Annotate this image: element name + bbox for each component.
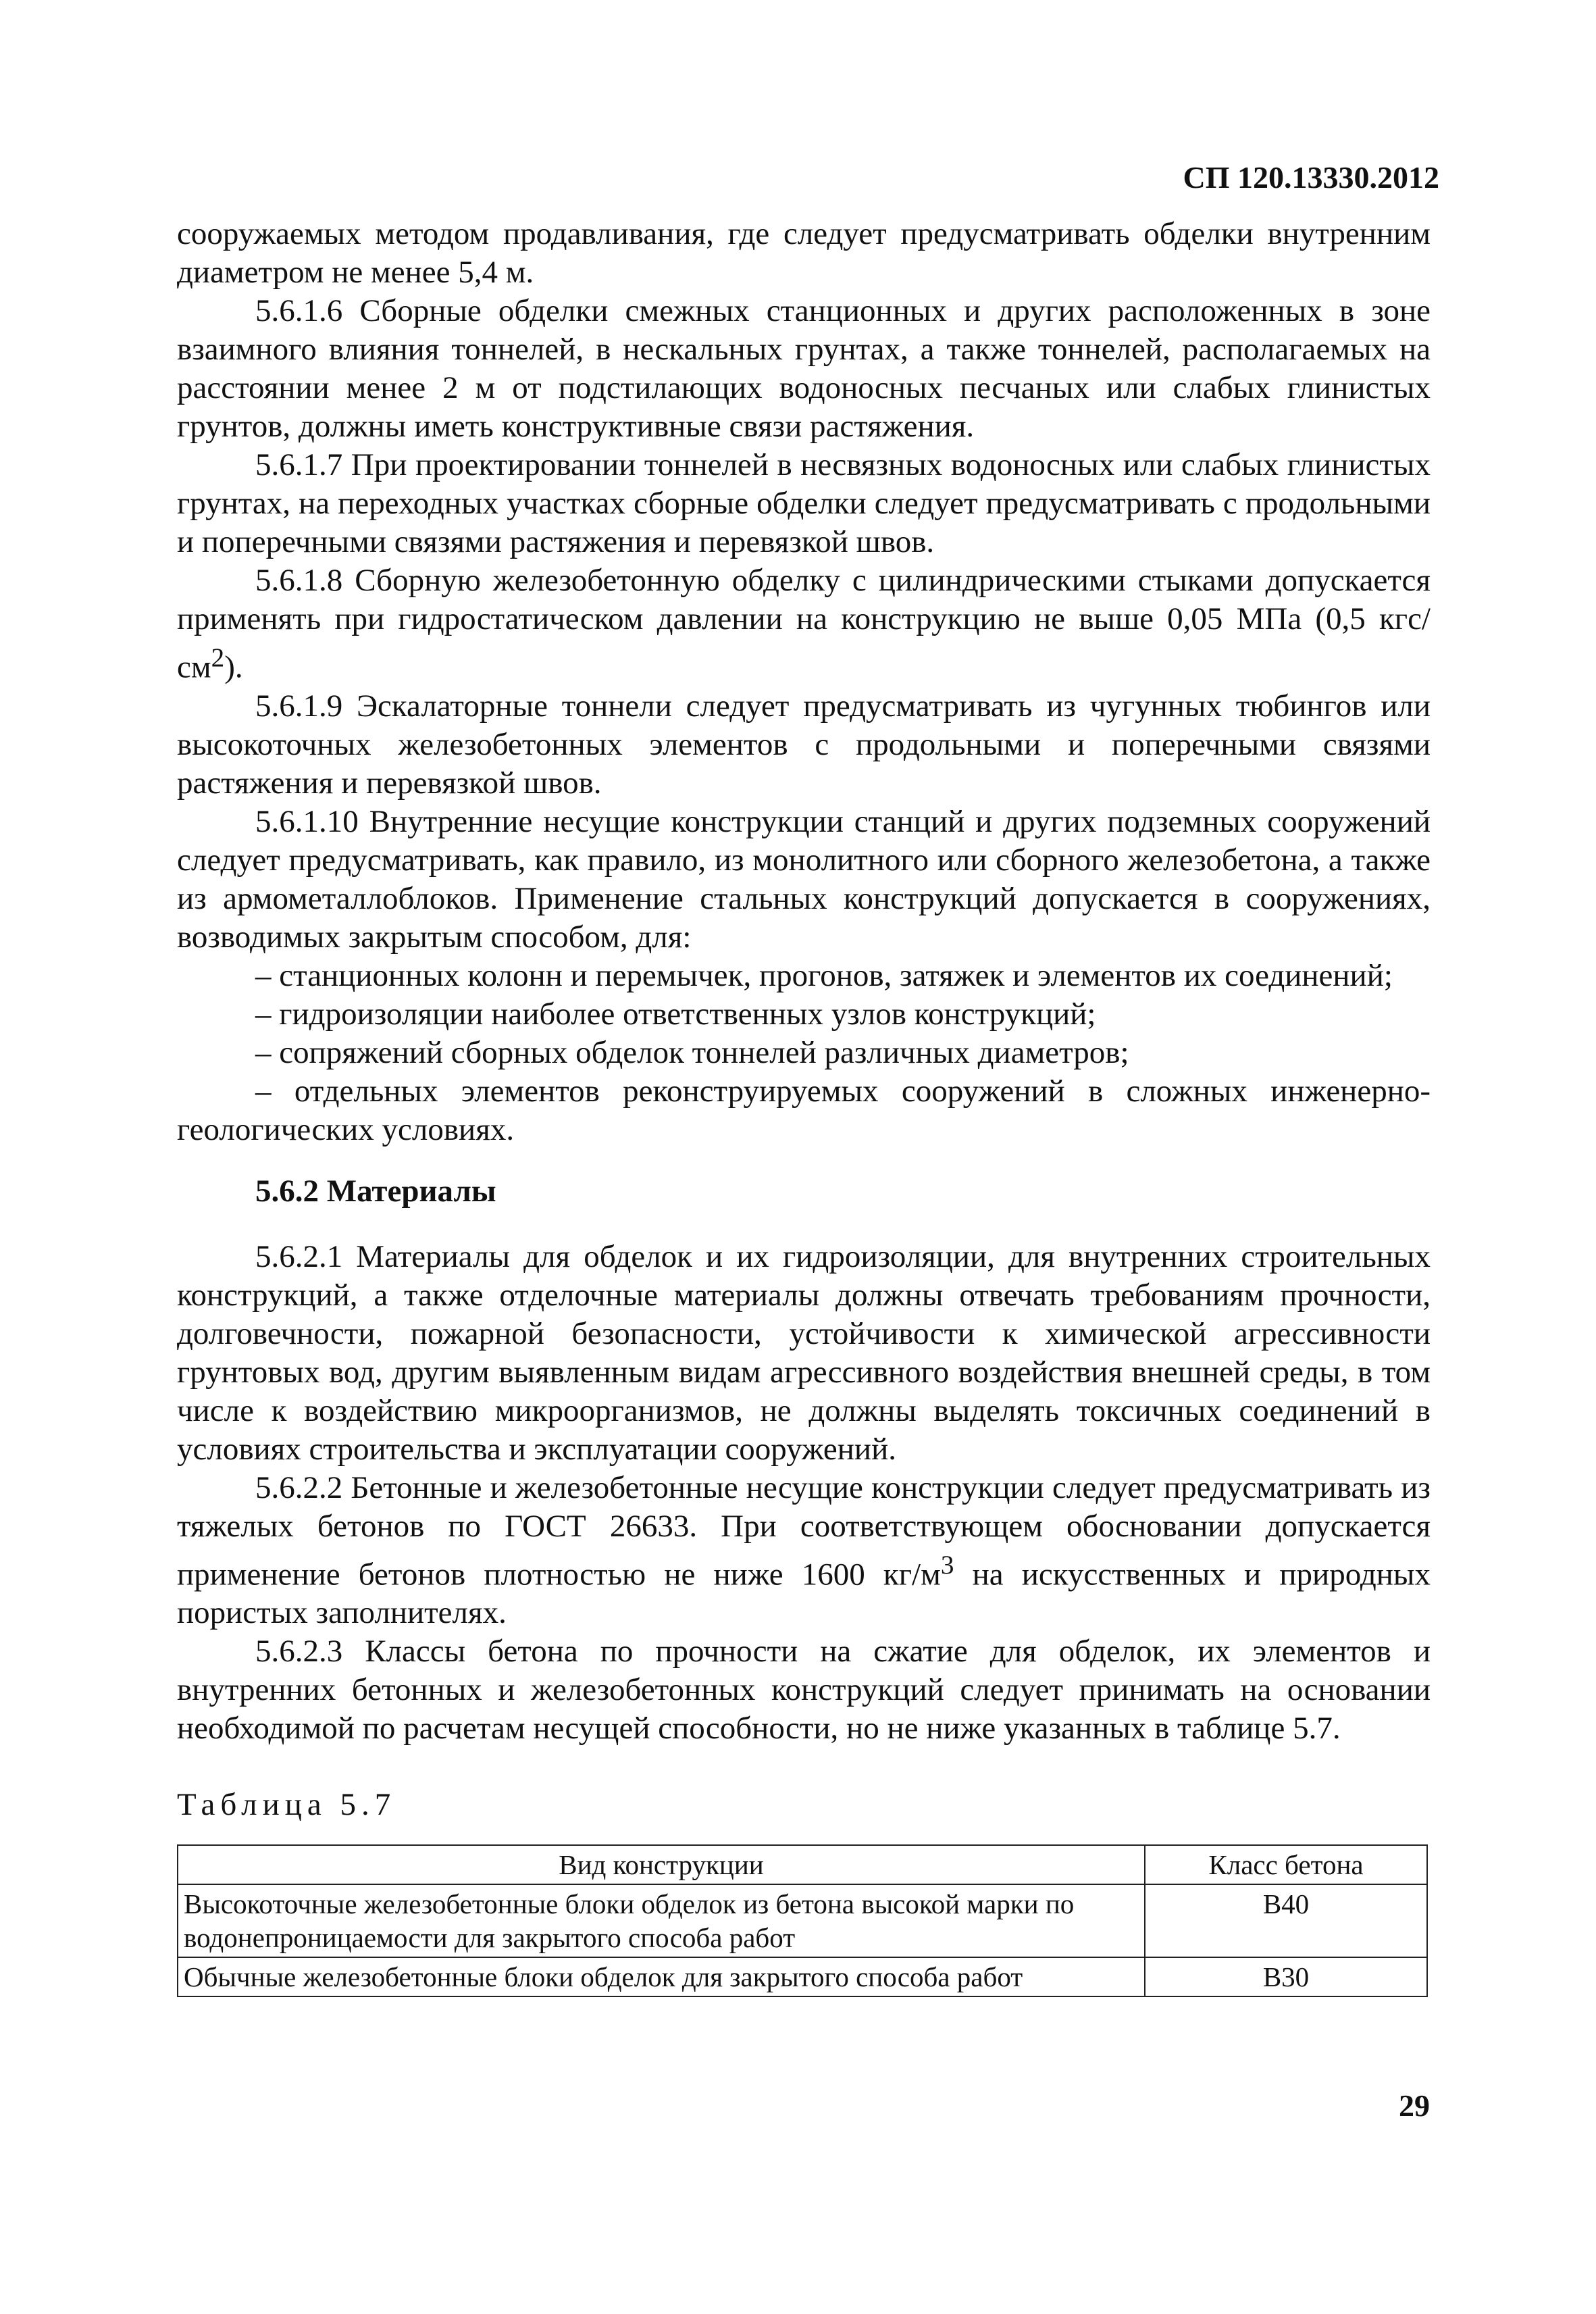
paragraph-5-6-1-7: 5.6.1.7 При проектировании тоннелей в несвязных водоносных или слабых глинистых грунтах, на переходных участках сборные обделки следует предусматривать с продольными и поперечными связями растяжения и перевязкой швов. bbox=[177, 447, 1431, 559]
paragraph-5-6-1-8-end: ). bbox=[224, 649, 243, 685]
table-row bbox=[178, 1957, 1427, 1996]
superscript-3: 3 bbox=[940, 1550, 954, 1580]
column-header-class: Класс бетона bbox=[1145, 1845, 1427, 1884]
page-number: 29 bbox=[1399, 2088, 1430, 2123]
paragraph-5-6-2-3: 5.6.2.3 Классы бетона по прочности на сжатие для обделок, их элементов и внутренних бетонных и железобетонных конструкций следует принимать на основании необходимой по расчетам несущей способности, но не ниже указанных в таблице 5.7. bbox=[177, 1634, 1431, 1746]
paragraph-continuation: сооружаемых методом продавливания, где следует предусматривать обделки внутренним диаметром не менее 5,4 м. bbox=[177, 216, 1431, 290]
paragraph-5-6-2-1: 5.6.2.1 Материалы для обделок и их гидроизоляции, для внутренних строительных конструкций, а также отделочные материалы должны отвечать требованиям прочности, долговечности, пожарной безопасности, устойчивости к химической агрессивности грунтовых вод, другим выявленным видам агрессивного воздействия внешней среды, в том числе к воздействию микроорганизмов, не должны выделять токсичных соединений в условиях строительства и эксплуатации сооружений. bbox=[177, 1238, 1431, 1467]
paragraph-5-6-1-8 bbox=[177, 561, 1431, 687]
document-code: СП 120.13330.2012 bbox=[1183, 160, 1439, 195]
table-cell-class: В40 bbox=[1145, 1884, 1427, 1957]
paragraph-5-6-1-10: 5.6.1.10 Внутренние несущие конструкции станций и других подземных сооружений следует предусматривать, как правило, из монолитного или сборного железобетона, а также из армометаллоблоков. Применение стальных конструкций допускается в сооружениях, возводимых закрытым способом, для: bbox=[177, 803, 1431, 955]
paragraph-5-6-1-6: 5.6.1.6 Сборные обделки смежных станционных и других расположенных в зоне взаимного влияния тоннелей, в нескальных грунтах, а также тоннелей, располагаемых на расстоянии менее 2 м от подстилающих водоносных песчаных или слабых глинистых грунтов, должны иметь конструктивные связи растяжения. bbox=[177, 293, 1431, 444]
paragraph-5-6-2-2-end: на искусственных и природных пористых заполнителях. bbox=[177, 1557, 1431, 1631]
list-item: – станционных колонн и перемычек, прогонов, затяжек и элементов их соединений; bbox=[255, 957, 1393, 993]
paragraph-5-6-1-9: 5.6.1.9 Эскалаторные тоннели следует предусматривать из чугунных тюбингов или высокоточных железобетонных элементов с продольными и поперечными связями растяжения и перевязкой швов. bbox=[177, 688, 1431, 801]
list-item: – сопряжений сборных обделок тоннелей различных диаметров; bbox=[255, 1034, 1129, 1070]
paragraph-5-6-1-8-text: 5.6.1.8 Сборную железобетонную обделку с цилиндрическими стыками допускается применять при гидростатическом давлении на конструкцию не выше 0,05 МПа (0,5 кгс/см bbox=[177, 563, 1431, 685]
concrete-class-table bbox=[177, 1844, 1428, 1997]
table-cell-type: Высокоточные железобетонные блоки обделок из бетона высокой марки по водонепроницаемости для закрытого способа работ bbox=[178, 1884, 1145, 1957]
table-caption: Таблица 5.7 bbox=[177, 1787, 396, 1823]
paragraph-5-6-2-2-text: 5.6.2.2 Бетонные и железобетонные несущие конструкции следует предусматривать из тяжелых бетонов по ГОСТ 26633. При соответствующем обосновании допускается применение бетонов плотностью не ниже 1600 кг/м bbox=[177, 1469, 1431, 1592]
list-item: – отдельных элементов реконструируемых сооружений в сложных инженерно-геологических условиях. bbox=[177, 1073, 1431, 1147]
section-heading: 5.6.2 Материалы bbox=[255, 1173, 496, 1209]
list-item: – гидроизоляции наиболее ответственных узлов конструкций; bbox=[255, 996, 1096, 1032]
superscript-2: 2 bbox=[211, 643, 225, 672]
page-content bbox=[177, 215, 1431, 1997]
table-cell-class: В30 bbox=[1145, 1957, 1427, 1996]
column-header-type: Вид конструкции bbox=[178, 1845, 1145, 1884]
table-row bbox=[178, 1884, 1427, 1957]
table-cell-type: Обычные железобетонные блоки обделок для закрытого способа работ bbox=[178, 1957, 1145, 1996]
table-header-row bbox=[178, 1845, 1427, 1884]
paragraph-5-6-2-2 bbox=[177, 1469, 1431, 1633]
